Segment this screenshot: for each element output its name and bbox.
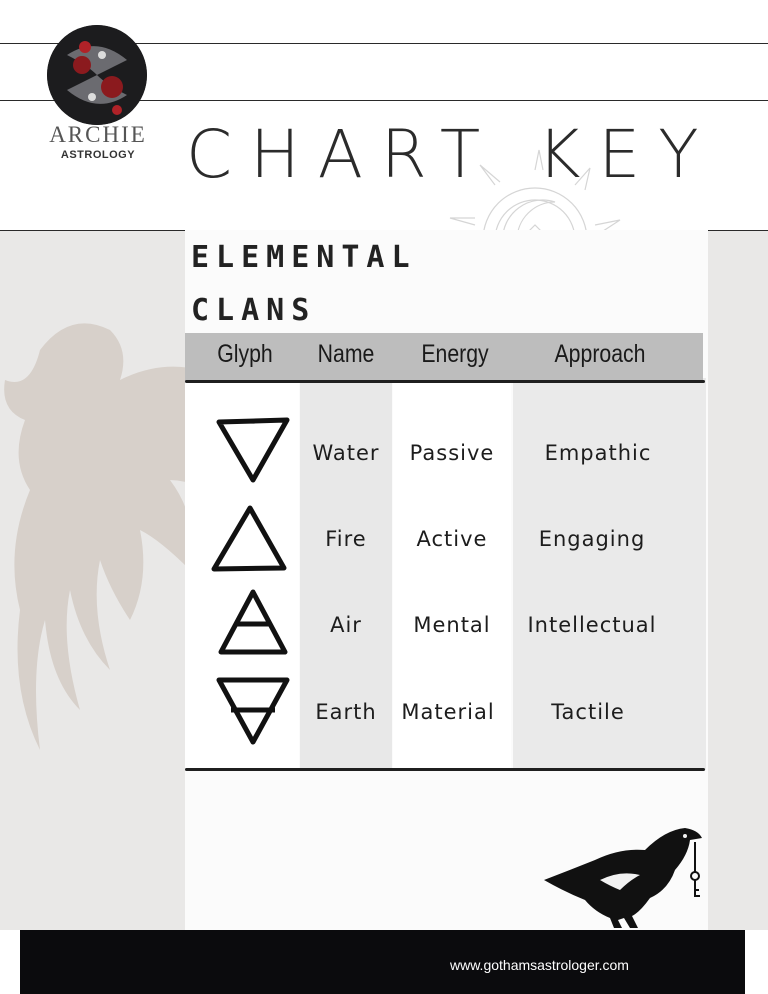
fire-glyph-icon bbox=[210, 502, 290, 574]
row4-approach: Tactile bbox=[551, 700, 625, 724]
footer-website-link[interactable]: www.gothamsastrologer.com bbox=[450, 957, 629, 973]
header-approach: Approach bbox=[554, 340, 646, 368]
row1-energy: Passive bbox=[409, 441, 495, 465]
footer-bar bbox=[20, 930, 745, 994]
header-energy: Energy bbox=[421, 340, 489, 368]
page-title: CHART KEY bbox=[186, 116, 717, 193]
row3-approach: Intellectual bbox=[527, 613, 657, 637]
koi-fish-logo-icon bbox=[47, 25, 147, 125]
footer-brush-divider bbox=[185, 768, 705, 771]
row1-name: Water bbox=[312, 441, 380, 465]
header-name: Name bbox=[317, 340, 375, 368]
background-right bbox=[708, 230, 768, 930]
row3-energy: Mental bbox=[413, 613, 491, 637]
section-title-line2: CLANS bbox=[191, 293, 317, 328]
brand-subtitle: ASTROLOGY bbox=[60, 149, 136, 161]
row1-approach: Empathic bbox=[544, 441, 652, 465]
row4-name: Earth bbox=[315, 700, 377, 724]
row2-energy: Active bbox=[416, 527, 488, 551]
row2-approach: Engaging bbox=[538, 527, 646, 551]
earth-glyph-icon bbox=[213, 674, 293, 746]
raven-with-key-icon bbox=[540, 820, 708, 932]
archie-logo bbox=[47, 25, 147, 125]
header-glyph: Glyph bbox=[217, 340, 273, 368]
row4-energy: Material bbox=[401, 700, 495, 724]
brand-name: ARCHIE bbox=[49, 122, 147, 147]
row3-name: Air bbox=[330, 613, 362, 637]
header-brush-divider bbox=[185, 380, 705, 383]
air-glyph-icon bbox=[213, 586, 293, 658]
left-rule bbox=[0, 230, 185, 231]
water-glyph-icon bbox=[213, 414, 293, 486]
row2-name: Fire bbox=[325, 527, 367, 551]
section-title-line1: ELEMENTAL bbox=[191, 240, 417, 275]
